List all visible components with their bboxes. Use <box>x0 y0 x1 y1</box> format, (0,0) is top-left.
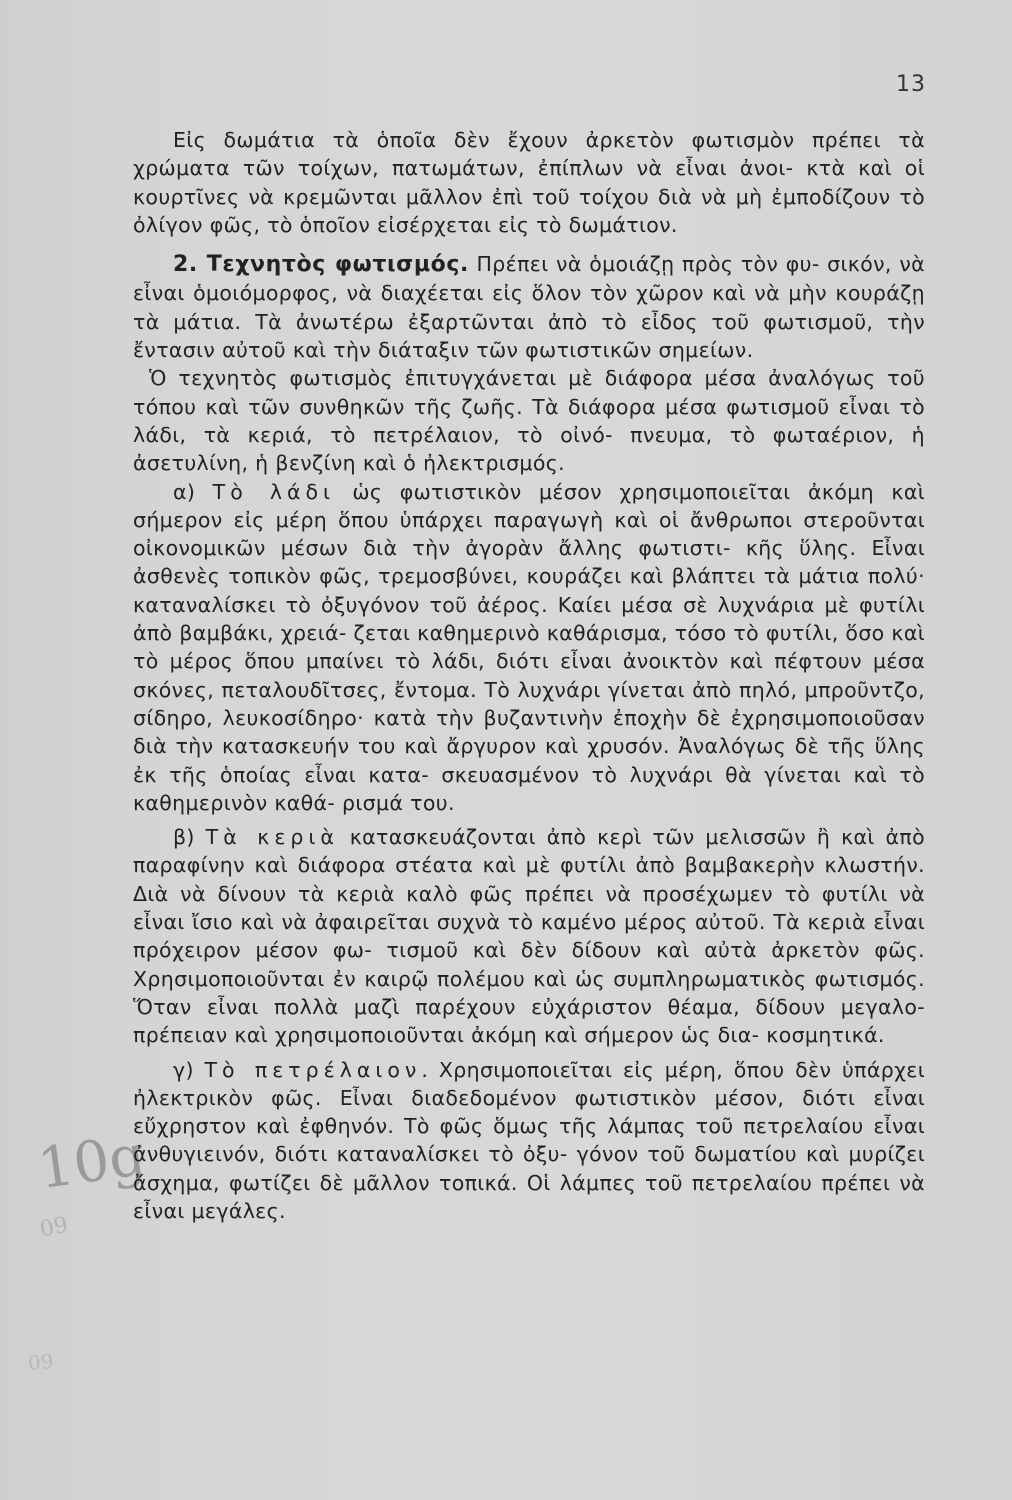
body-text <box>133 126 925 1225</box>
item-oil <box>133 478 925 818</box>
margin-pencil-note: 09 <box>26 1348 55 1376</box>
item-text: κατασκευάζονται ἀπὸ κερὶ τῶν μελισσῶν ἢ καὶ ἀπὸ παραφίνην καὶ διάφορα στέατα καὶ μὲ φυτίλι ἀπὸ βαμβακερὴν κλωστήν. Διὰ νὰ δίνουν τὰ κεριὰ καλὸ φῶς πρέπει νὰ προσέχωμεν τὸ φυτίλι νὰ εἶναι ἴσιο καὶ νὰ ἀφαιρεῖται συχνὰ τὸ καμένο μέρος αὐτοῦ. Τὰ κεριὰ εἶναι πρόχειρον μέσον φω- τισμοῦ καὶ δὲν δίδουν καὶ αὐτὰ ἀρκετὸν φῶς. Χρησιμοποιοῦνται ἐν καιρῷ πολέμου καὶ ὡς συμπληρωματικὸς φωτισμός. Ὅταν εἶναι πολλὰ μαζὶ παρέχουν εὐχάριστον θέαμα, δίδουν μεγαλο- πρέπειαν καὶ χρησιμοποιοῦνται ἀκόμη καὶ σήμερον ὡς δια- κοσμητικά. <box>133 825 925 1048</box>
item-term: Τὸ πετρέλαιον <box>204 1057 422 1082</box>
section-2-paragraph <box>133 250 925 364</box>
item-candles <box>133 823 925 1049</box>
item-term: Τὸ λάδι <box>212 479 335 504</box>
page-number: 13 <box>896 72 926 97</box>
margin-pencil-note: 09 <box>37 1212 71 1243</box>
paragraph-intro: Εἰς δωμάτια τὰ ὁποῖα δὲν ἔχουν ἀρκετὸν φωτισμὸν πρέπει τὰ χρώματα τῶν τοίχων, πατωμάτων, ἐπίπλων νὰ εἶναι ἀνοι- κτὰ καὶ οἱ κουρτῖνες νὰ κρεμῶνται μᾶλλον ἐπὶ τοῦ τοίχου διὰ νὰ μὴ ἐμποδίζουν τὸ ὀλίγον φῶς, τὸ ὁποῖον εἰσέρχεται εἰς τὸ δωμάτιον. <box>133 128 925 237</box>
item-label: α) <box>173 479 213 504</box>
item-text: ὡς φωτιστικὸν μέσον χρησιμοποιεῖται ἀκόμη καὶ σήμερον εἰς μέρη ὅπου ὑπάρχει παραγωγὴ καὶ οἱ ἄνθρωποι στεροῦνται οἰκονομικῶν μέσων διὰ τὴν ἀγορὰν ἄλλης φωτιστι- κῆς ὕλης. Εἶναι ἀσθενὲς τοπικὸν φῶς, τρεμοσβύνει, κουράζει καὶ βλάπτει τὰ μάτια πολύ· καταναλίσκει τὸ ὀξυγόνον τοῦ ἀέρος. Καίει μέσα σὲ λυχνάρια μὲ φυτίλι ἀπὸ βαμβάκι, χρειά- ζεται καθημερινὸ καθάρισμα, τόσο τὸ φυτίλι, ὅσο καὶ τὸ μέρος ὅπου μπαίνει τὸ λάδι, διότι εἶναι ἀνοικτὸν καὶ πέφτουν μέσα σκόνες, πεταλουδῖτσες, ἔντομα. Τὸ λυχνάρι γίνεται ἀπὸ πηλό, μπροῦντζο, σίδηρο, λευκοσίδηρο· κατὰ τὴν βυζαντινὴν ἐποχὴν δὲ ἐχρησιμοποιοῦσαν διὰ τὴν κατασκευήν του καὶ ἄργυρον καὶ χρυσόν. Ἀναλόγως δὲ τῆς ὕλης ἐκ τῆς ὁποίας εἶναι κατα- σκευασμένον τὸ λυχνάρι θὰ γίνεται καὶ τὸ καθημερινὸν καθά- ρισμά του. <box>133 479 926 815</box>
item-text: . Χρησιμοποιεῖται εἰς μέρη, ὅπου δὲν ὑπάρχει ἠλεκτρικὸν φῶς. Εἶναι διαδεδομένον φωτιστικὸν μέσον, διότι εἶναι εὔχρηστον καὶ ἐφθηνόν. Τὸ φῶς ὅμως τῆς λάμπας τοῦ πετρελαίου εἶναι ἀνθυγιεινόν, διότι καταναλίσκει τὸ ὀξυ- γόνον τοῦ δωματίου καὶ μυρίζει ἄσχημα, φωτίζει δὲ μᾶλλον τοπικά. Οἱ λάμπες τοῦ πετρελαίου πρέπει νὰ εἶναι μεγάλες. <box>133 1057 925 1223</box>
section-2-text: Πρέπει νὰ ὁμοιάζῃ πρὸς τὸν φυ- σικόν, νὰ εἶναι ὁμοιόμορφος, νὰ διαχέεται εἰς ὅλον τὸν χῶρον καὶ νὰ μὴν κουράζῃ τὰ μάτια. Τὰ ἀνωτέρω ἐξαρτῶνται ἀπὸ τὸ εἶδος τοῦ φωτισμοῦ, τὴν ἔντασιν αὐτοῦ καὶ τὴν διάταξιν τῶν φωτιστικῶν σημείων. <box>133 252 925 363</box>
section-heading: 2. Τεχνητὸς φωτισμός. <box>173 252 469 278</box>
paragraph-artificial-light: Ὁ τεχνητὸς φωτισμὸς ἐπιτυγχάνεται μὲ διάφορα μέσα ἀναλόγως τοῦ τόπου καὶ τῶν συνθηκῶν τῆς ζωῆς. Τὰ διάφορα μέσα φωτισμοῦ εἶναι τὸ λάδι, τὰ κεριά, τὸ πετρέλαιον, τὸ οἰνό- πνευμα, τὸ φωταέριον, ἡ ἀσετυλίνη, ἡ βενζίνη καὶ ὁ ἠλεκτρισμός. <box>133 366 925 476</box>
item-label: γ) <box>173 1057 205 1082</box>
item-label: β) <box>173 825 206 850</box>
item-term: Τὰ κεριὰ <box>205 825 339 850</box>
margin-pencil-note: 10g <box>33 1122 150 1203</box>
item-petroleum <box>133 1056 925 1226</box>
